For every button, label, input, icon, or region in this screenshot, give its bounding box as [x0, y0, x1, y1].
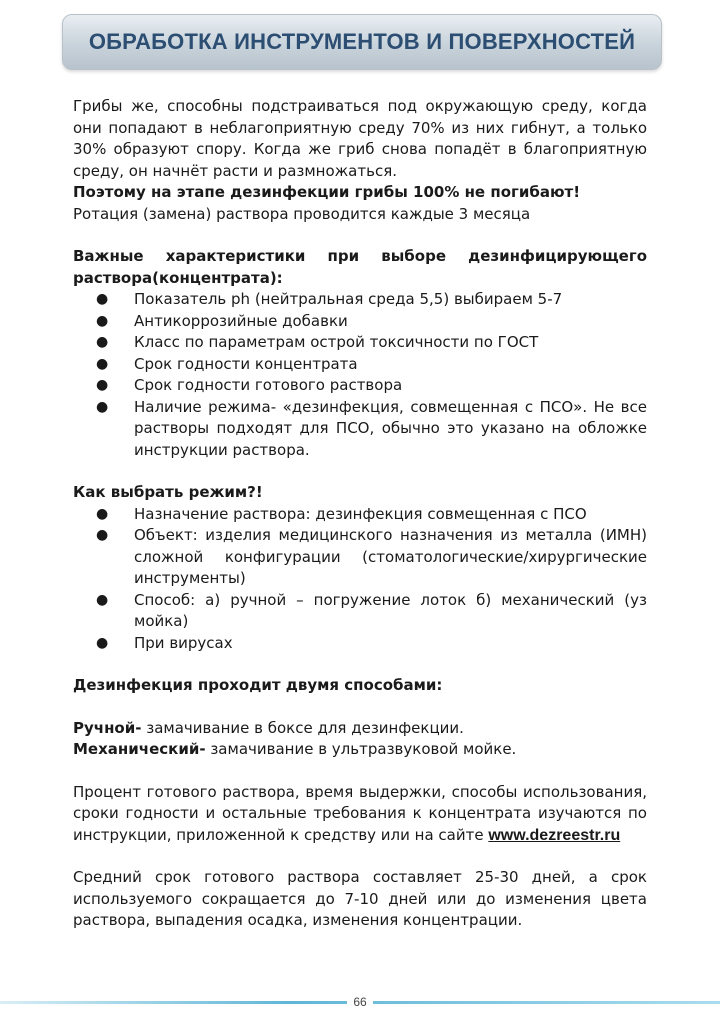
bullet-icon: ● [96, 505, 109, 522]
bullet-icon: ● [96, 355, 109, 372]
bullet-icon: ● [96, 377, 109, 393]
registry-link[interactable]: www.dezreestr.ru [488, 826, 621, 844]
intro-bold-line: Поэтому на этапе дезинфекции грибы 100% не погибают! [73, 183, 581, 201]
list-item: ● Срок годности концентрата [73, 354, 647, 376]
page-number: 66 [0, 995, 720, 1009]
characteristics-heading: Важные характеристики при выборе дезинфицирующего раствора(концентрата): [73, 247, 647, 287]
bullet-icon: ● [96, 398, 109, 415]
bullet-icon: ● [96, 291, 109, 307]
list-item: ● Назначение раствора: дезинфекция совмещенная с ПСО [73, 504, 647, 526]
rotation-line: Ротация (замена) раствора проводится каждые 3 месяца [73, 204, 531, 223]
bullet-icon: ● [96, 334, 109, 350]
page-title: ОБРАБОТКА ИНСТРУМЕНТОВ И ПОВЕРХНОСТЕЙ [88, 29, 636, 54]
percent-paragraph: Процент готового раствора, время выдержки, способы использования, сроки годности и остальные требования к концентрата изучаются по инструкции, приложенной к средству или на сайте www.dezreestr.ru [73, 782, 647, 844]
method-mechanical-term: Механический- [73, 740, 206, 758]
list-item: ● Антикоррозийные добавки [73, 311, 647, 333]
methods-heading: Дезинфекция проходит двумя способами: [73, 676, 443, 694]
bullet-icon: ● [96, 591, 109, 608]
list-item: ● Наличие режима- «дезинфекция, совмещенная с ПСО». Не все растворы подходят для ПСО, обычно это указано на обложке инструкции раствора. [96, 397, 647, 459]
list-item: ● Срок годности готового раствора [73, 375, 647, 397]
mode-heading: Как выбрать режим?! [73, 483, 263, 501]
method-manual-term: Ручной- [73, 718, 142, 737]
bullet-icon: ● [96, 634, 109, 651]
list-item: ● Класс по параметрам острой токсичности по ГОСТ [73, 332, 647, 354]
shelf-life-paragraph: Средний срок готового раствора составляет 25-30 дней, а срок используемого сокращается до 7-10 дней или до изменения цвета раствора, выпадения осадка, изменения концентрации. [73, 868, 647, 929]
header-bar [62, 14, 662, 70]
mode-list [73, 504, 647, 655]
method-manual [73, 718, 647, 740]
document-body [73, 96, 647, 932]
method-mechanical-text: замачивание в ультразвуковой мойке. [205, 740, 517, 758]
characteristics-list [73, 289, 647, 461]
bullet-icon: ● [96, 312, 109, 329]
intro-paragraph: Грибы же, способны подстраиваться под окружающую среду, когда они попадают в неблагоприятную среду 70% из них гибнут, а только 30% образуют спору. Когда же гриб снова попадёт в благоприятную среду, он начнёт расти и размножаться. [73, 97, 647, 180]
list-item: ● Показатель ph (нейтральная среда 5,5) выбираем 5-7 [73, 289, 647, 311]
list-item: ● При вирусах [73, 633, 647, 655]
method-mechanical [73, 739, 647, 761]
method-manual-text: замачивание в боксе для дезинфекции. [141, 718, 464, 737]
bullet-icon: ● [96, 527, 109, 543]
list-item: ● Объект: изделия медицинского назначения из металла (ИМН) сложной конфигурации (стоматологические/хирургические инструменты) [96, 526, 647, 587]
list-item: ● Способ: а) ручной – погружение лоток б) механический (уз мойка) [96, 590, 647, 630]
